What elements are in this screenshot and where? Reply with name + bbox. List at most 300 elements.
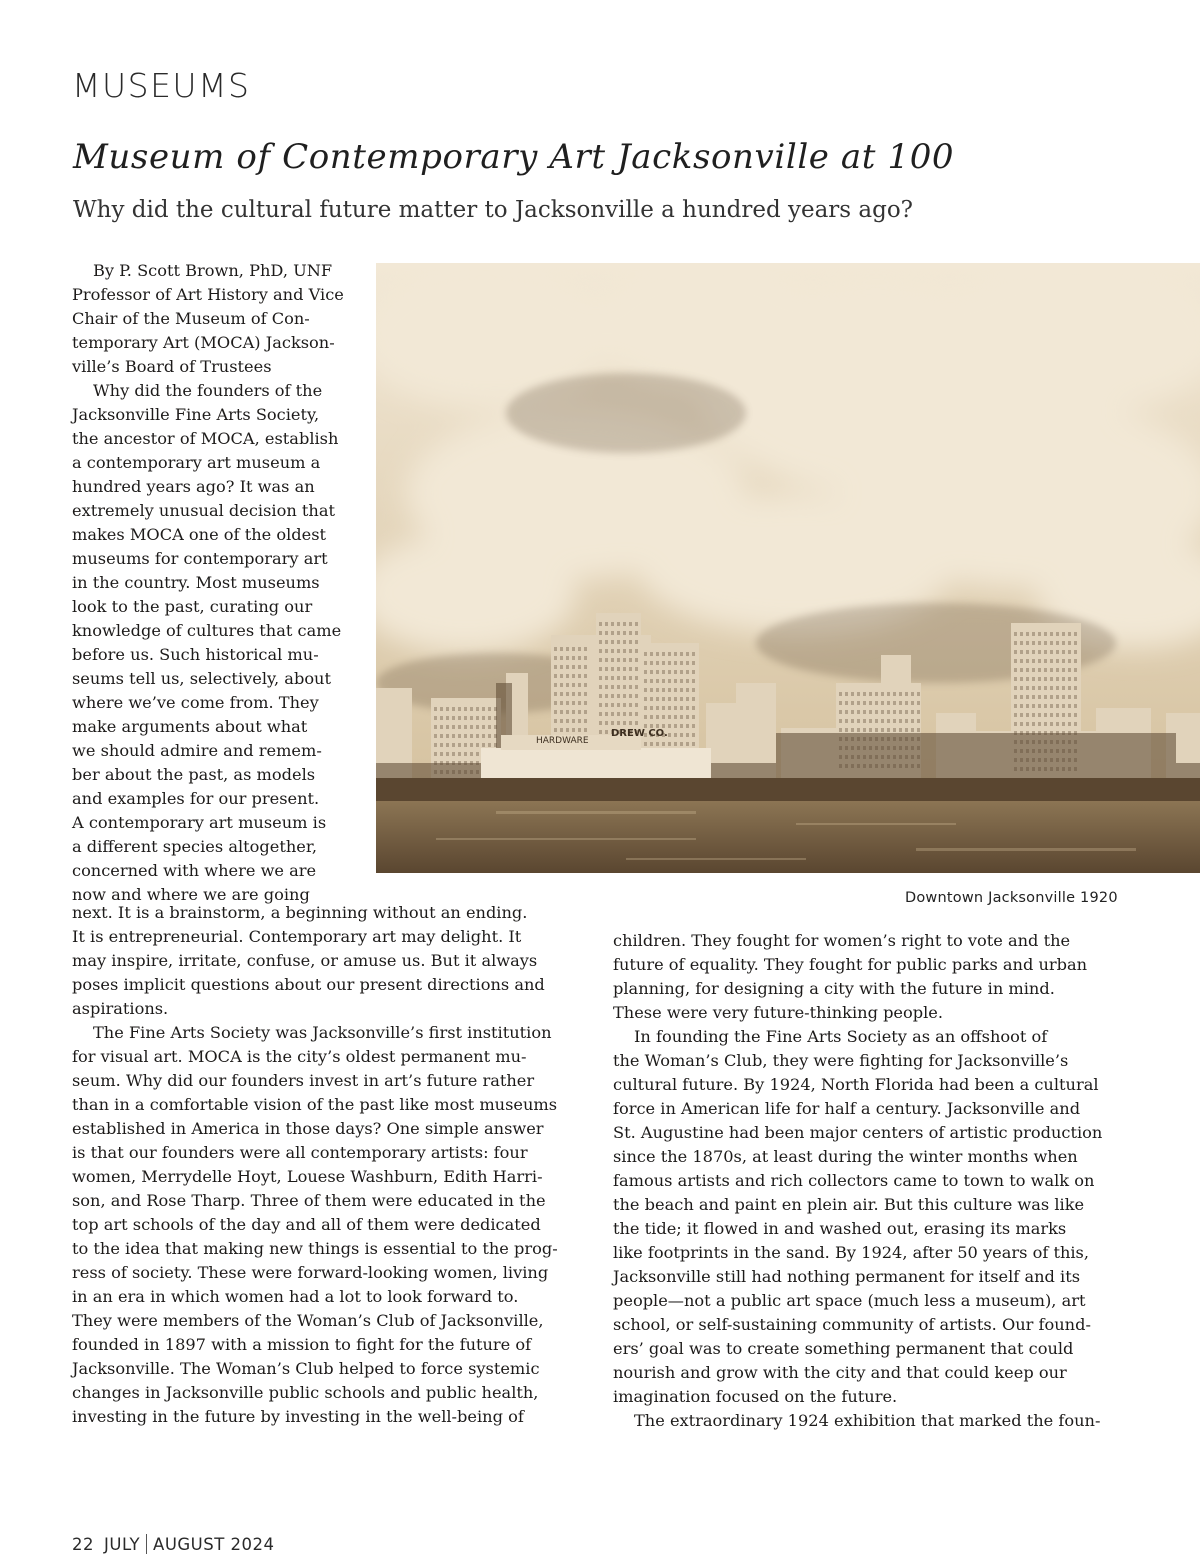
building-window [1044,749,1047,753]
building-window [560,665,563,669]
building-window [1062,695,1065,699]
building-window [869,710,872,714]
building-window [617,640,620,644]
building-window [494,707,497,711]
building-window [650,652,653,656]
building-window [1050,695,1053,699]
building-window [1014,713,1017,717]
building-window [692,679,695,683]
building-window [1044,758,1047,762]
building-window [476,707,479,711]
text-line: The Fine Arts Society was Jacksonville’s first institution [93,1023,552,1042]
footer-divider [146,1534,147,1554]
building-window [893,764,896,768]
building-window [644,742,647,746]
building-window [905,737,908,741]
building-window [1050,659,1053,663]
building-window [863,710,866,714]
building-window [1026,767,1029,771]
building-window [1020,659,1023,663]
building-window [1020,713,1023,717]
building-window [1062,659,1065,663]
building-window [1032,767,1035,771]
building-window [650,715,653,719]
building-window [470,716,473,720]
building-window [881,719,884,723]
text-line: These were very future-thinking people. [613,1003,944,1022]
text-line: school, or self-sustaining community of artists. Our found- [613,1315,1091,1334]
building-window [617,703,620,707]
building-window [629,676,632,680]
text-line: imagination focused on the future. [613,1387,898,1406]
building-window [1014,641,1017,645]
building-window [566,665,569,669]
building-window [566,692,569,696]
building-window [1056,632,1059,636]
building-window [674,697,677,701]
building-window [851,737,854,741]
text-line: temporary Art (MOCA) Jackson- [72,333,335,352]
building-window [434,761,437,765]
text-line: future of equality. They fought for public parks and urban [613,955,1088,974]
building-window [1026,677,1029,681]
building-window [1068,641,1071,645]
building-window [899,755,902,759]
building-window [1032,722,1035,726]
building-window [446,734,449,738]
text-line: the beach and paint en plein air. But this culture was like [613,1195,1085,1214]
building-window [893,755,896,759]
building-window [1014,695,1017,699]
building-window [668,661,671,665]
building-window [1056,722,1059,726]
building-window [656,706,659,710]
building-window [1038,641,1041,645]
building-window [656,652,659,656]
building-window [881,710,884,714]
building-window [434,743,437,747]
building-window [1050,713,1053,717]
building-window [668,697,671,701]
building-window [686,652,689,656]
text-line: people—not a public art space (much less a museum), art [613,1291,1086,1310]
building-window [1032,731,1035,735]
building-window [560,728,563,732]
building-window [1050,668,1053,672]
building-window [1056,767,1059,771]
text-line: nourish and grow with the city and that could keep our [613,1363,1067,1382]
building-window [893,692,896,696]
building-window [488,734,491,738]
building-window [617,622,620,626]
building-window [656,661,659,665]
text-line: Jacksonville still had nothing permanent for itself and its [613,1267,1081,1286]
building-window [662,706,665,710]
building-window [464,752,467,756]
building-window [623,640,626,644]
text-line: St. Augustine had been major centers of artistic production [613,1123,1103,1142]
building-window [560,710,563,714]
building-window [839,701,842,705]
building-window [635,712,638,716]
text-line: the ancestor of MOCA, establish [72,429,339,448]
building-window [623,658,626,662]
text-line: women, Merrydelle Hoyt, Louese Washburn, Edith Harri- [72,1167,543,1186]
building-window [1026,722,1029,726]
building-window [584,728,587,732]
building-window [650,688,653,692]
building-window [881,737,884,741]
building-window [1038,767,1041,771]
building-window [893,710,896,714]
text-line: next. It is a brainstorm, a beginning without an ending. [72,903,528,922]
building-window [605,649,608,653]
building-window [617,721,620,725]
building-window [863,701,866,705]
building-window [887,710,890,714]
building-window [839,764,842,768]
building-window [1074,659,1077,663]
building-window [1056,695,1059,699]
building-window [674,652,677,656]
building-window [1038,749,1041,753]
building-window [1020,740,1023,744]
building-window [599,685,602,689]
building-window [869,746,872,750]
building-window [476,725,479,729]
text-line: look to the past, curating our [72,597,313,616]
building-window [458,770,461,774]
building-window [440,752,443,756]
building-window [644,688,647,692]
building-window [611,622,614,626]
building-window [1044,686,1047,690]
skyline-illustration [376,263,1200,873]
building-window [605,685,608,689]
building-window [611,640,614,644]
building-window [911,701,914,705]
building-window [1068,722,1071,726]
building-window [857,692,860,696]
building-window [1050,641,1053,645]
building-window [578,701,581,705]
building-window [1050,632,1053,636]
building-window [599,694,602,698]
building-window [476,770,479,774]
building-window [458,707,461,711]
building-window [662,742,665,746]
building-window [611,712,614,716]
building-window [1026,668,1029,672]
building-window [668,724,671,728]
building-window [857,719,860,723]
building-window [458,716,461,720]
building-window [1044,632,1047,636]
building-window [599,667,602,671]
building-window [572,647,575,651]
building-window [851,710,854,714]
building-window [623,676,626,680]
building-window [566,719,569,723]
building-window [635,640,638,644]
building-window [482,716,485,720]
building-window [584,710,587,714]
building-window [440,725,443,729]
building-window [599,622,602,626]
building-window [599,721,602,725]
building-window [470,770,473,774]
building-window [899,728,902,732]
building-window [1062,641,1065,645]
building-window [917,746,920,750]
building-window [644,670,647,674]
text-line: where we’ve come from. They [72,693,319,712]
building-window [605,721,608,725]
building-window [905,746,908,750]
building-window [1050,704,1053,708]
building-window [434,716,437,720]
building-window [611,667,614,671]
building-window [686,670,689,674]
text-line: investing in the future by investing in the well-being of [72,1407,524,1426]
building-window [578,647,581,651]
issue-date: AUGUST 2024 [153,1535,275,1554]
building-window [911,710,914,714]
building-window [572,656,575,660]
building-window [1020,767,1023,771]
building-window [662,670,665,674]
building-window [1032,704,1035,708]
building-window [887,719,890,723]
text-line: A contemporary art museum is [72,813,327,832]
text-line: The extraordinary 1924 exhibition that marked the foun- [634,1411,1101,1430]
building-window [629,721,632,725]
building-window [686,688,689,692]
building-window [1038,677,1041,681]
text-line: since the 1870s, at least during the winter months when [613,1147,1078,1166]
text-line: It is entrepreneurial. Contemporary art may delight. It [72,927,522,946]
building-window [446,752,449,756]
building-window [617,658,620,662]
building-window [635,703,638,707]
building-window [1032,677,1035,681]
building-window [470,725,473,729]
building-window [674,733,677,737]
building-window [1038,659,1041,663]
building-window [875,692,878,696]
building-window [851,728,854,732]
building-window [1068,767,1071,771]
text-line: may inspire, irritate, confuse, or amuse us. But it always [72,951,538,970]
building-window [1032,641,1035,645]
building-window [662,679,665,683]
building-window [458,734,461,738]
building-window [1056,668,1059,672]
building-window [599,658,602,662]
building-window [470,743,473,747]
building-window [488,707,491,711]
building-window [674,706,677,710]
building-window [881,701,884,705]
building-window [680,661,683,665]
building-window [584,719,587,723]
text-line: Chair of the Museum of Con- [72,309,310,328]
building-window [893,737,896,741]
building-window [1026,740,1029,744]
building-window [1014,686,1017,690]
building-window [917,701,920,705]
building-window [911,764,914,768]
building-window [1014,722,1017,726]
building-window [578,683,581,687]
building-window [1074,731,1077,735]
text-line: children. They fought for women’s right to vote and the [613,931,1071,950]
building-window [857,701,860,705]
building-window [839,755,842,759]
building-window [1026,695,1029,699]
building-window [1056,677,1059,681]
building-window [680,688,683,692]
building-window [1074,767,1077,771]
building-window [434,734,437,738]
building-window [605,622,608,626]
issue-month: JULY [104,1535,141,1554]
building-window [599,640,602,644]
text-line: we should admire and remem- [72,741,322,760]
building-window [1044,731,1047,735]
building-window [851,701,854,705]
building-window [899,746,902,750]
building-window [1038,704,1041,708]
building-window [1032,632,1035,636]
building-window [572,719,575,723]
building-window [911,737,914,741]
building-window [1026,731,1029,735]
building-window [623,703,626,707]
building-window [857,710,860,714]
building-window [635,667,638,671]
building-window [578,656,581,660]
page-footer [72,1534,275,1554]
building-window [572,710,575,714]
building-window [1038,740,1041,744]
building-window [1044,704,1047,708]
building-window [1014,758,1017,762]
building-window [857,737,860,741]
building-window [1014,632,1017,636]
building-window [452,716,455,720]
building-window [650,706,653,710]
text-line: ville’s Board of Trustees [72,357,272,376]
building-window [1062,749,1065,753]
building-window [629,631,632,635]
building-window [644,652,647,656]
building-window [572,728,575,732]
building-window [629,703,632,707]
building-window [578,719,581,723]
building-window [566,710,569,714]
building-window [1014,767,1017,771]
article-column-left-bottom [72,901,558,1429]
text-line: is that our founders were all contemporary artists: four [72,1143,528,1162]
building-window [476,734,479,738]
building-window [440,716,443,720]
article-column-left-top [72,259,344,907]
building-window [692,706,695,710]
building-window [434,725,437,729]
building-window [1068,686,1071,690]
building-window [605,712,608,716]
building-window [605,703,608,707]
building-window [458,761,461,765]
building-window [644,661,647,665]
building-window [845,710,848,714]
building-window [494,725,497,729]
building-window [845,719,848,723]
building-window [1020,758,1023,762]
building-window [917,755,920,759]
building-window [599,730,602,734]
building-window [464,761,467,765]
building-window [1050,767,1053,771]
building-window [1074,704,1077,708]
building-window [863,746,866,750]
building-window [887,764,890,768]
building-window [1014,740,1017,744]
building-window [1026,749,1029,753]
building-window [1050,740,1053,744]
building-window [1062,731,1065,735]
building-window [1074,677,1077,681]
building-window [1056,731,1059,735]
building-window [1020,731,1023,735]
building-window [623,694,626,698]
building-window [1062,758,1065,762]
building-window [578,665,581,669]
building-window [440,770,443,774]
building-window [482,743,485,747]
building-window [1068,740,1071,744]
building-window [1038,695,1041,699]
building-window [1062,686,1065,690]
building-window [686,715,689,719]
building-window [1074,641,1077,645]
text-line: famous artists and rich collectors came to town to walk on [613,1171,1095,1190]
building-window [452,743,455,747]
building-window [1050,731,1053,735]
building-window [1014,659,1017,663]
building-window [869,764,872,768]
building-window [464,734,467,738]
building-window [554,692,557,696]
building-window [662,661,665,665]
building-window [605,730,608,734]
building-window [1062,740,1065,744]
building-window [446,743,449,747]
building-window [554,728,557,732]
building-window [839,692,842,696]
building-window [1074,632,1077,636]
building-window [1038,650,1041,654]
building-window [692,724,695,728]
building-window [1056,659,1059,663]
building-window [629,622,632,626]
building-window [623,649,626,653]
building-window [839,737,842,741]
building-window [635,721,638,725]
building-window [668,715,671,719]
building-window [572,665,575,669]
